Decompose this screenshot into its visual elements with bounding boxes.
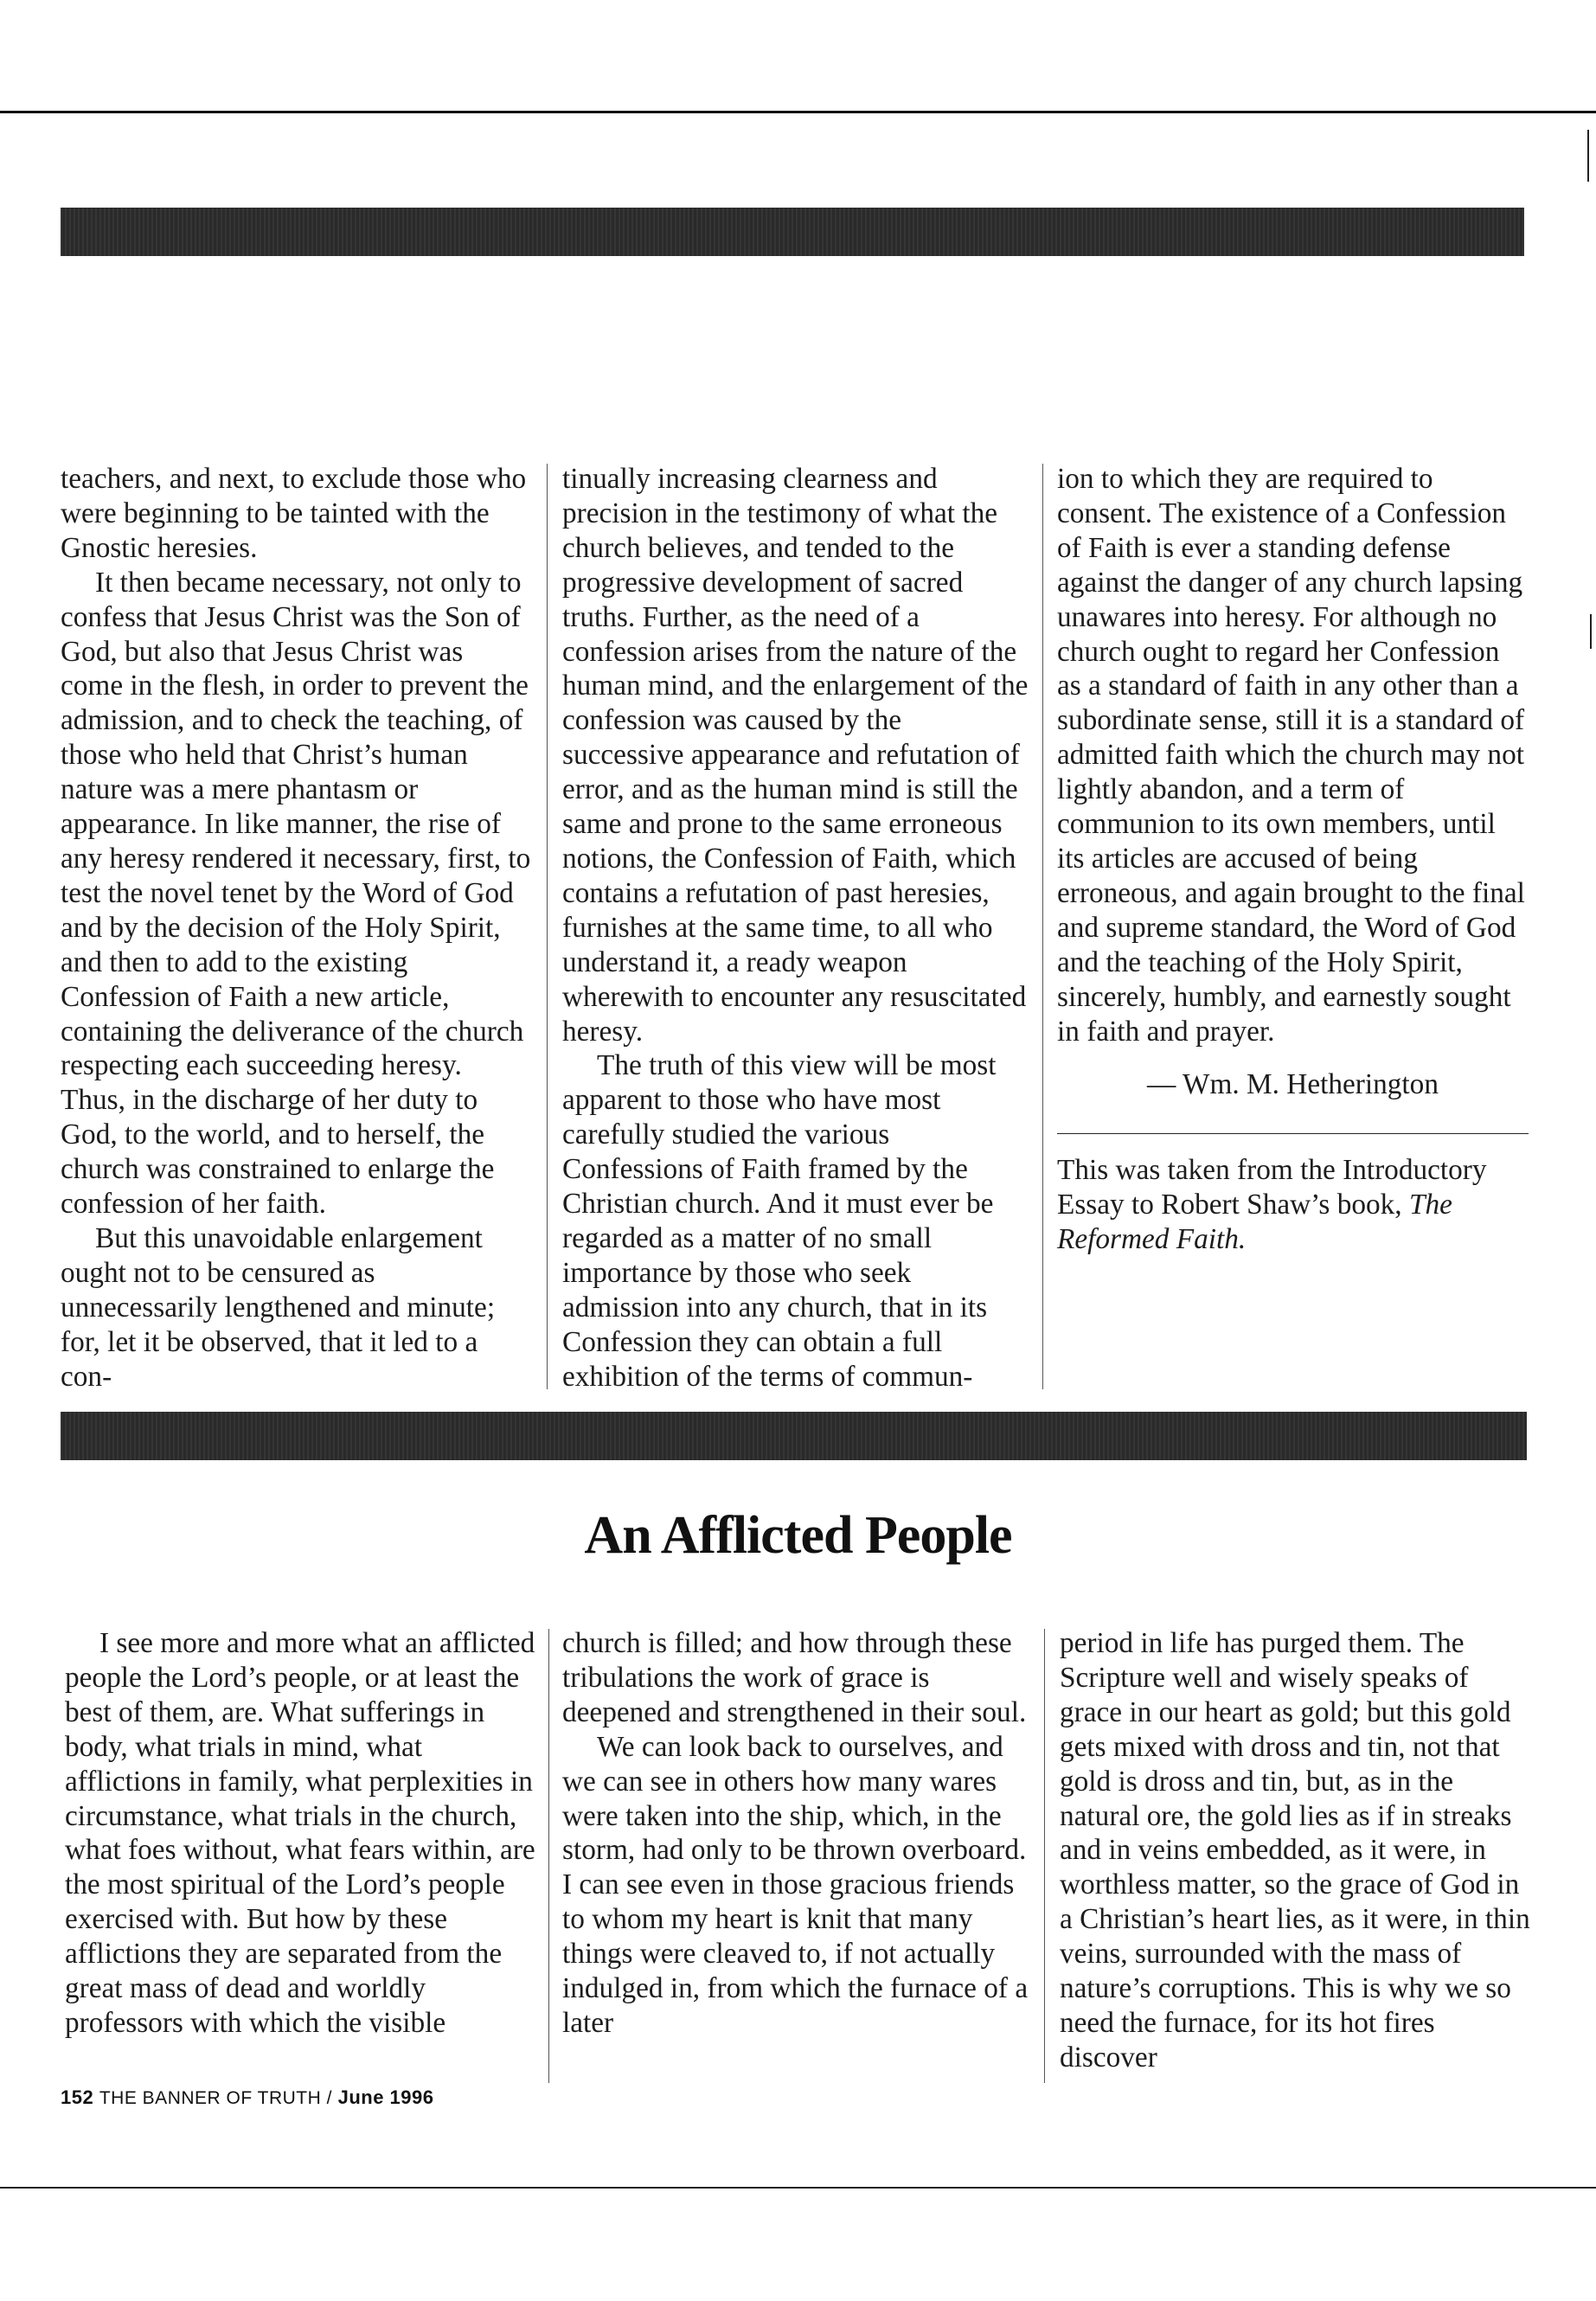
paragraph: The truth of this view will be most apparent to those who have most carefully studied the various Confessions of Faith framed by the Christian church. And it must ever be regarded as a matter of no small importance by those who seek admission into any church, that in its Confession they can obtain a full exhibition of the terms of commun- bbox=[562, 1049, 997, 1393]
column-divider bbox=[1044, 1629, 1045, 2083]
bottom-rule bbox=[0, 2187, 1596, 2189]
column-divider bbox=[1042, 464, 1043, 1389]
article2-column-3 bbox=[1060, 1626, 1531, 2075]
decorative-band-middle bbox=[61, 1412, 1527, 1460]
paragraph: I see more and more what an afflicted people the Lord’s people, or at least the best of them, are. What sufferings in body, what trials in mind, what afflictions in family, what perplexities in circumstance, what trials in the church, what foes without, what fears within, are the most spiritual of the Lord’s people exercised with. But how by these afflictions they are separated from the great mass of dead and worldly professors with which the visible bbox=[65, 1627, 535, 2039]
paragraph: We can look back to ourselves, and we can see in others how many wares were taken into the ship, which, in the storm, had only to be thrown overboard. I can see even in those gracious friends to whom my heart is knit that many things were cleaved to, if not actually indulged in, from which the furnace of a later bbox=[562, 1730, 1029, 2039]
paragraph: teachers, and next, to exclude those who were beginning to be tainted with the Gnostic heresies. bbox=[61, 463, 527, 564]
column-divider bbox=[547, 464, 548, 1389]
source-note-rule bbox=[1057, 1133, 1529, 1134]
paragraph: But this unavoidable enlargement ought not to be censured as unnecessarily lengthened and minute; for, let it be observed, that it led to a con- bbox=[61, 1221, 496, 1393]
article1-column-3 bbox=[1057, 462, 1529, 1257]
article1-column-1 bbox=[61, 462, 532, 1394]
top-rule bbox=[0, 111, 1596, 113]
article2-column-2 bbox=[562, 1626, 1034, 2041]
issue-date: June 1996 bbox=[337, 2086, 434, 2108]
book-title: The Reformed Faith. bbox=[1057, 1189, 1452, 1256]
source-note-text: This was taken from the Introductory Essay to Robert Shaw’s book, bbox=[1057, 1154, 1487, 1221]
publication-name: THE BANNER OF TRUTH / bbox=[99, 2088, 332, 2108]
page-footer bbox=[61, 2086, 434, 2109]
column-divider bbox=[548, 1629, 549, 2083]
source-note bbox=[1057, 1153, 1529, 1257]
article1-column-2 bbox=[562, 462, 1029, 1394]
scan-mark-mid bbox=[1590, 614, 1592, 649]
paragraph: period in life has purged them. The Scripture well and wisely speaks of grace in our heart as gold; but this gold gets mixed with dross and tin, not that gold is dross and tin, but, as in the natural ore, the gold lies as if in streaks and in veins embedded, as it were, in worthless matter, so the grace of God in a Christian’s heart lies, as it were, in thin veins, surrounded with the mass of nature’s corruptions. This is why we so need the furnace, for its hot fires discover bbox=[1060, 1627, 1530, 2073]
paragraph: ion to which they are required to consent. The existence of a Confession of Faith is ever a standing defense against the danger of any church lapsing unawares into heresy. For although no church ought to regard her Confession as a standard of faith in any other than a subordinate sense, still it is a standard of admitted faith which the church may not lightly abandon, and a term of communion to its own members, until its articles are accused of being erroneous, and again brought to the final and supreme standard, the Word of God and the teaching of the Holy Spirit, sincerely, humbly, and earnestly sought in faith and prayer. bbox=[1057, 463, 1525, 1048]
paragraph: It then became necessary, not only to confess that Jesus Christ was the Son of God, but also that Jesus Christ was come in the flesh, in order to prevent the admission, and to check the teaching, of those who held that Christ’s human nature was a mere phantasm or appearance. In like manner, the rise of any heresy rendered it necessary, first, to test the novel tenet by the Word of God and by the decision of the Holy Spirit, and then to add to the existing Confession of Faith a new article, containing the deliverance of the church respecting each succeeding heresy. Thus, in the discharge of her duty to God, to the world, and to herself, the church was constrained to enlarge the confession of her faith. bbox=[61, 566, 531, 1221]
author-signature: — Wm. M. Hetherington bbox=[1147, 1068, 1439, 1101]
article-title: An Afflicted People bbox=[584, 1506, 1012, 1565]
paragraph: church is filled; and how through these tribulations the work of grace is deepened and strengthened in their soul. bbox=[562, 1627, 1027, 1728]
page-number: 152 bbox=[61, 2086, 94, 2108]
decorative-band-top bbox=[61, 208, 1524, 256]
article2-column-1 bbox=[65, 1626, 536, 2041]
scan-mark-top bbox=[1587, 130, 1589, 182]
paragraph: tinually increasing clearness and precision in the testimony of what the church believes, and tended to the progressive development of sacred truths. Further, as the need of a confession arises from the nature of the human mind, and the enlargement of the confession was caused by the successive appearance and refutation of error, and as the human mind is still the same and prone to the same erroneous notions, the Confession of Faith, which contains a refutation of past heresies, furnishes at the same time, to all who understand it, a ready weapon wherewith to encounter any resuscitated heresy. bbox=[562, 463, 1029, 1048]
